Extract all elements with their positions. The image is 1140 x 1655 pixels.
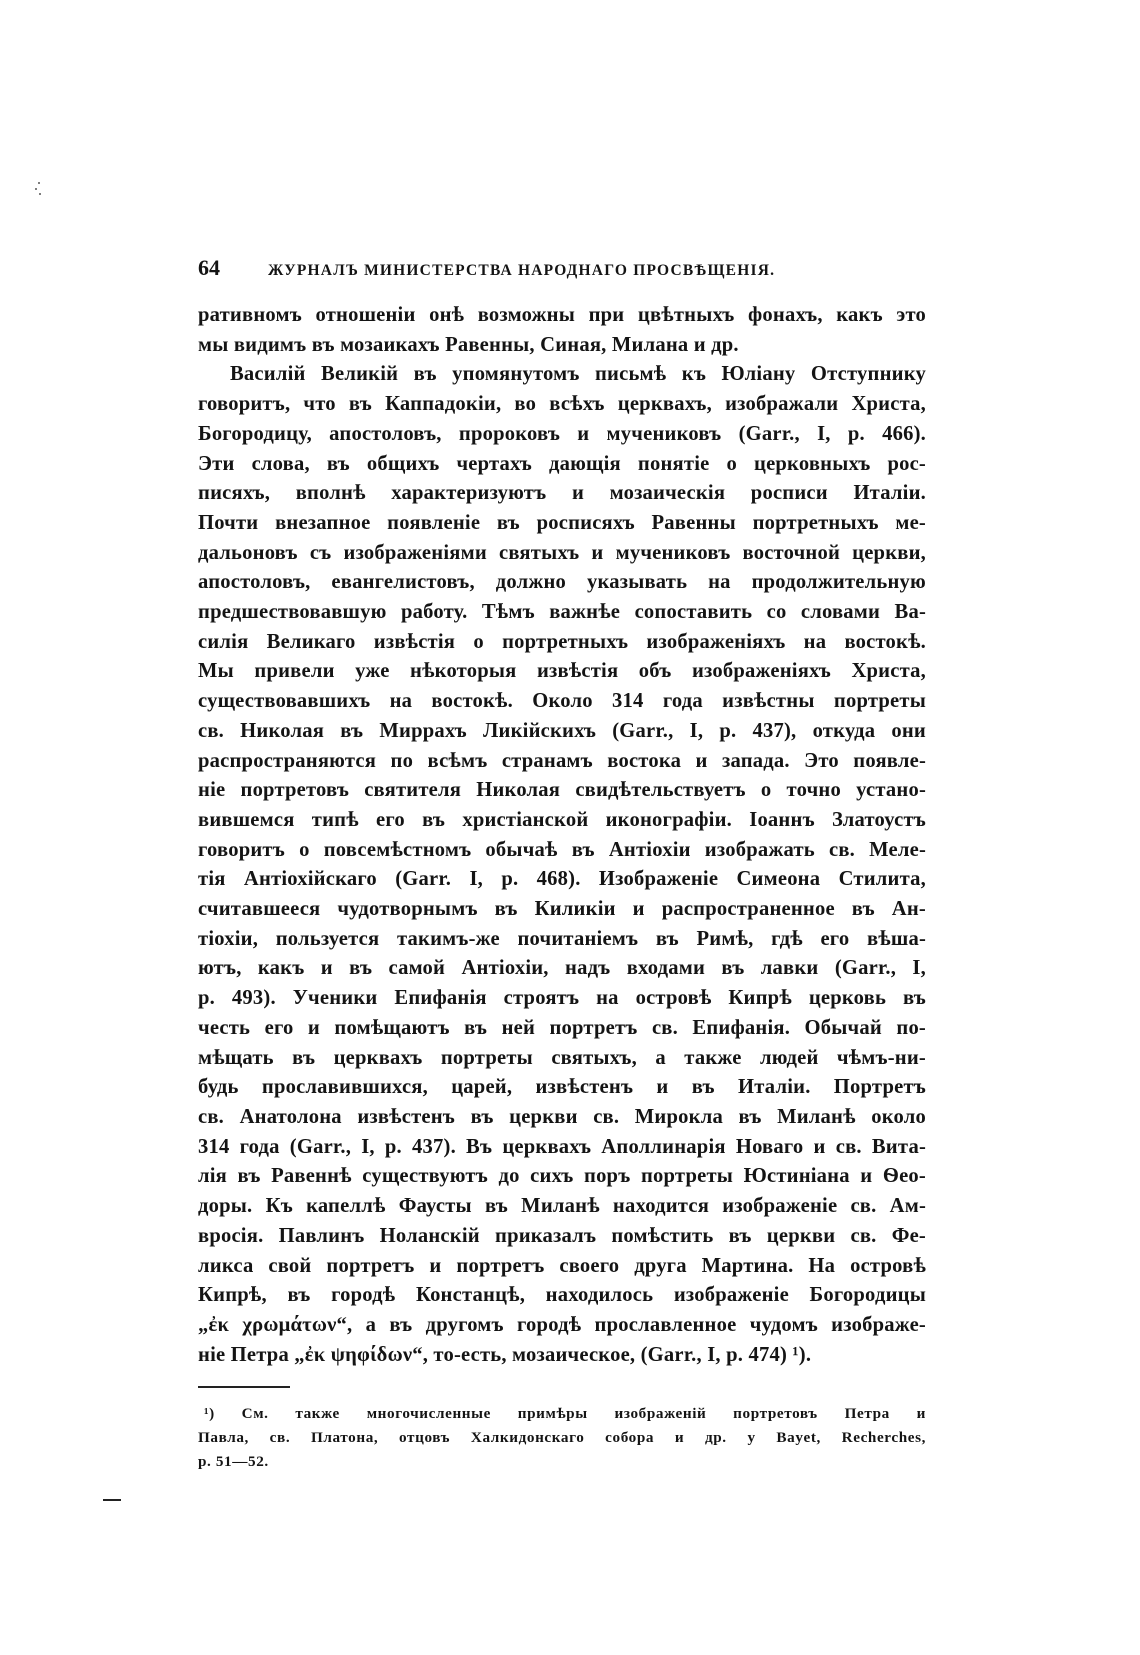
text-line: Богородицу, апостоловъ, пророковъ и мучениковъ (Garr., I, p. 466). <box>198 422 926 445</box>
text-line: вросія. Павлинъ Ноланскій приказалъ помѣстить въ церкви св. Фе- <box>198 1224 926 1247</box>
text-line: ніе портретовъ святителя Николая свидѣтельствуетъ о точно устано- <box>198 779 926 802</box>
text-line: Кипрѣ, въ городѣ Констанцѣ, находилось изображеніе Богородицы <box>198 1284 926 1307</box>
text-line: силія Великаго извѣстія о портретныхъ изображеніяхъ на востокѣ. <box>198 630 926 653</box>
text-line: св. Николая въ Миррахъ Ликійскихъ (Garr., I, p. 437), откуда они <box>198 719 926 742</box>
text-line: считавшееся чудотворнымъ въ Киликіи и распространенное въ Ан- <box>198 898 926 921</box>
text-line: предшествовавшую работу. Тѣмъ важнѣе сопоставить со словами Ва- <box>198 601 926 624</box>
footnote-line: ¹) См. также многочисленные примѣры изображеній портретовъ Петра и <box>204 1405 926 1423</box>
text-line: Василій Великій въ упомянутомъ письмѣ къ Юліану Отступнику <box>230 363 926 386</box>
text-line: говоритъ, что въ Каппадокіи, во всѣхъ церквахъ, изображали Христа, <box>198 393 926 416</box>
text-line: дальоновъ съ изображеніями святыхъ и мучениковъ восточной церкви, <box>198 541 926 564</box>
text-line: существовавшихъ на востокѣ. Около 314 года извѣстны портреты <box>198 690 926 713</box>
text-line: св. Анатолона извѣстенъ въ церкви св. Мирокла въ Миланѣ около <box>198 1105 926 1128</box>
page-speck <box>34 182 42 196</box>
text-line: вившемся типѣ его въ христіанской иконографіи. Іоаннъ Златоустъ <box>198 808 926 831</box>
page-header <box>198 255 926 291</box>
margin-dash <box>103 1499 121 1501</box>
footnote <box>198 1402 926 1474</box>
text-line: ративномъ отношеніи онѣ возможны при цвѣтныхъ фонахъ, какъ это <box>198 304 926 326</box>
footnote-line: Павла, св. Платона, отцовъ Халкидонскаго собора и др. у Bayet, Recherches, <box>198 1429 926 1447</box>
text-line: писяхъ, вполнѣ характеризуютъ и мозаическія росписи Италіи. <box>198 482 926 505</box>
text-line: мы видимъ въ мозаикахъ Равенны, Синая, Милана и др. <box>198 333 739 356</box>
body-text <box>198 301 926 1370</box>
text-line: тіохіи, пользуется такимъ-же почитаніемъ въ Римѣ, гдѣ его вѣша- <box>198 927 926 950</box>
page-number: 64 <box>198 255 220 280</box>
footnote-line: p. 51—52. <box>198 1453 269 1471</box>
text-line: ютъ, какъ и въ самой Антіохіи, надъ входами въ лавки (Garr., I, <box>198 957 926 980</box>
text-line: „ἐκ χρωμάτων“, а въ другомъ городѣ прославленное чудомъ изображе- <box>198 1313 926 1336</box>
text-line: Почти внезапное появленіе въ росписяхъ Равенны портретныхъ ме- <box>198 511 926 534</box>
text-line: честь его и помѣщаютъ въ ней портретъ св. Епифанія. Обычай по- <box>198 1016 926 1039</box>
text-line: p. 493). Ученики Епифанія строятъ на островѣ Кипрѣ церковь въ <box>198 987 926 1010</box>
text-line: лія въ Равеннѣ существуютъ до сихъ поръ портреты Юстиніана и Ѳео- <box>198 1165 926 1188</box>
text-line: говоритъ о повсемѣстномъ обычаѣ въ Антіохіи изображать св. Меле- <box>198 838 926 861</box>
text-line: 314 года (Garr., I, p. 437). Въ церквахъ Аполлинарія Новаго и св. Вита- <box>198 1135 926 1158</box>
text-line: ликса свой портретъ и портретъ своего друга Мартина. На островѣ <box>198 1254 926 1277</box>
text-line: распространяются по всѣмъ странамъ востока и запада. Это появле- <box>198 749 926 772</box>
text-line: будь прославившихся, царей, извѣстенъ и въ Италіи. Портретъ <box>198 1076 926 1099</box>
text-line: Эти слова, въ общихъ чертахъ дающія понятіе о церковныхъ рос- <box>198 452 926 475</box>
document-page <box>198 255 926 1474</box>
text-line: мѣщать въ церквахъ портреты святыхъ, а также людей чѣмъ-ни- <box>198 1046 926 1069</box>
text-line: апостоловъ, евангелистовъ, должно указывать на продолжительную <box>198 571 926 594</box>
footnote-divider <box>198 1386 290 1388</box>
text-line: Мы привели уже нѣкоторыя извѣстія объ изображеніяхъ Христа, <box>198 660 926 683</box>
text-line: ніе Петра „ἐκ ψηφίδων“, то-есть, мозаическое, (Garr., I, p. 474) ¹). <box>198 1343 812 1366</box>
text-line: доры. Къ капеллѣ Фаусты въ Миланѣ находится изображеніе св. Ам- <box>198 1195 926 1218</box>
running-title: ЖУРНАЛЪ МИНИСТЕРСТВА НАРОДНАГО ПРОСВѢЩЕНІЯ. <box>268 262 776 279</box>
text-line: тія Антіохійскаго (Garr. I, p. 468). Изображеніе Симеона Стилита, <box>198 868 926 891</box>
